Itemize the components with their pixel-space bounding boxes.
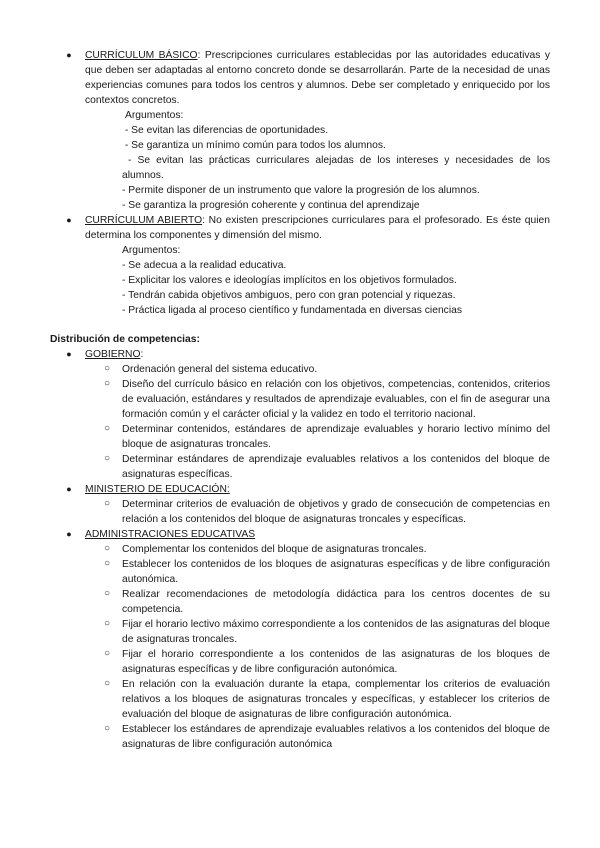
argument-line: - Explicitar los valores e ideologías implícitos en los objetivos formulados. [122, 275, 457, 286]
argumentos-label: Argumentos: [122, 245, 181, 256]
bullet-circle-icon: ○ [103, 363, 111, 374]
sub-item [103, 377, 550, 422]
sub-item-text: Fijar el horario correspondiente a los contenidos de las asignaturas de los bloques de asignaturas específicas y de libre configuración autonómica. [122, 649, 550, 675]
argument-line: - Se garantiza la progresión coherente y continua del aprendizaje [122, 200, 420, 211]
sub-item [103, 677, 550, 722]
argument-line: - Práctica ligada al proceso científico y fundamentada en diversas ciencias [122, 305, 462, 316]
sub-item [103, 587, 550, 617]
argument-line: - Se evitan las prácticas curriculares alejadas de los intereses y necesidades de los alumnos. [122, 155, 553, 181]
bullet-disc-icon: ● [66, 529, 72, 539]
definition-curriculum-abierto: : No existen prescripciones curriculares para el profesorado. Es éste quien determina los componentes y dimensión del mismo. [85, 215, 551, 241]
term-curriculum-abierto: CURRÍCULUM ABIERTO [85, 215, 203, 226]
sub-item-text: Establecer los estándares de aprendizaje evaluables relativos a los contenidos del bloque de asignaturas de libre configuración autonómica [122, 724, 550, 750]
sub-item-text: Establecer los contenidos de los bloques de asignaturas específicas y de libre configuración autonómica. [122, 559, 550, 585]
sub-item-text: Determinar estándares de aprendizaje evaluables relativos a los contenidos del bloque de asignaturas específicas. [122, 454, 550, 480]
sub-item [103, 647, 550, 677]
bullet-circle-icon: ○ [103, 378, 111, 389]
sub-item-text: Determinar criterios de evaluación de objetivos y grado de consecución de competencias en relación a los contenidos del bloque de asignaturas troncales y específicas. [122, 499, 550, 525]
list-item-curriculum-abierto [66, 213, 551, 243]
sub-item-text: En relación con la evaluación durante la etapa, complementar los criterios de evaluación relativos a los bloques de asignaturas troncales y específicas, y establecer los criterios de evaluación del bloque de asignaturas de libre configuración autonómica. [122, 679, 550, 720]
sub-item [103, 542, 550, 557]
administraciones-label: ADMINISTRACIONES EDUCATIVAS [85, 529, 256, 540]
bullet-circle-icon: ○ [103, 423, 111, 434]
bullet-disc-icon: ● [66, 349, 72, 359]
bullet-circle-icon: ○ [103, 558, 111, 569]
sub-item [103, 362, 550, 377]
sub-item [103, 422, 550, 452]
gobierno-label: GOBIERNO [85, 349, 141, 360]
list-item-curriculum-basico [66, 48, 550, 108]
bullet-circle-icon: ○ [103, 723, 111, 734]
bullet-disc-icon: ● [66, 484, 72, 494]
bullet-circle-icon: ○ [103, 678, 111, 689]
list-item-ministerio [66, 482, 550, 497]
sub-item [103, 722, 550, 752]
argument-line: - Tendrán cabida objetivos ambiguos, pero con gran potencial y riquezas. [122, 290, 456, 301]
term-curriculum-basico: CURRÍCULUM BÁSICO [85, 50, 198, 61]
sub-item-text: Determinar contenidos, estándares de aprendizaje evaluables y horario lectivo mínimo del bloque de asignaturas troncales. [122, 424, 550, 450]
bullet-circle-icon: ○ [103, 648, 111, 659]
argument-line: - Se adecua a la realidad educativa. [122, 260, 287, 271]
sub-item-text: Ordenación general del sistema educativo. [122, 364, 318, 375]
bullet-disc-icon: ● [66, 50, 72, 60]
bullet-disc-icon: ● [66, 215, 72, 225]
definition-curriculum-basico: : Prescripciones curriculares establecidas por las autoridades educativas y que deben ser adaptadas al entorno concreto donde se desarrollarán. Parte de la necesidad de unas experiencias comunes para todos los centros y alumnos. Debe ser completado y enriquecido por los contextos concretos. [85, 50, 550, 106]
section-heading: Distribución de competencias: [50, 334, 200, 345]
bullet-circle-icon: ○ [103, 543, 111, 554]
sub-item-text: Realizar recomendaciones de metodología didáctica para los centros docentes de su competencia. [122, 589, 550, 615]
gobierno-colon: : [140, 349, 144, 360]
bullet-circle-icon: ○ [103, 618, 111, 629]
sub-item [103, 497, 550, 527]
sub-item [103, 557, 550, 587]
list-item-gobierno [66, 347, 550, 362]
sub-item-text: Complementar los contenidos del bloque de asignaturas troncales. [122, 544, 427, 555]
sub-item-text: Diseño del currículo básico en relación con los objetivos, competencias, contenidos, criterios de evaluación, estándares y resultados de aprendizaje evaluables, con el fin de asegurar una formación común y el carácter oficial y la validez en todo el territorio nacional. [122, 379, 550, 420]
bullet-circle-icon: ○ [103, 588, 111, 599]
argumentos-label: Argumentos: [125, 110, 184, 121]
sub-item-text: Fijar el horario lectivo máximo correspondiente a los contenidos de las asignaturas del bloque de asignaturas troncales. [122, 619, 550, 645]
sub-item [103, 452, 550, 482]
argument-line: - Se garantiza un mínimo común para todos los alumnos. [122, 140, 386, 151]
bullet-circle-icon: ○ [103, 498, 111, 509]
argument-line: - Se evitan las diferencias de oportunidades. [122, 125, 329, 136]
bullet-circle-icon: ○ [103, 453, 111, 464]
ministerio-label: MINISTERIO DE EDUCACIÓN: [85, 484, 230, 495]
list-item-administraciones [66, 527, 550, 542]
argument-line: - Permite disponer de un instrumento que valore la progresión de los alumnos. [122, 185, 480, 196]
sub-item [103, 617, 550, 647]
